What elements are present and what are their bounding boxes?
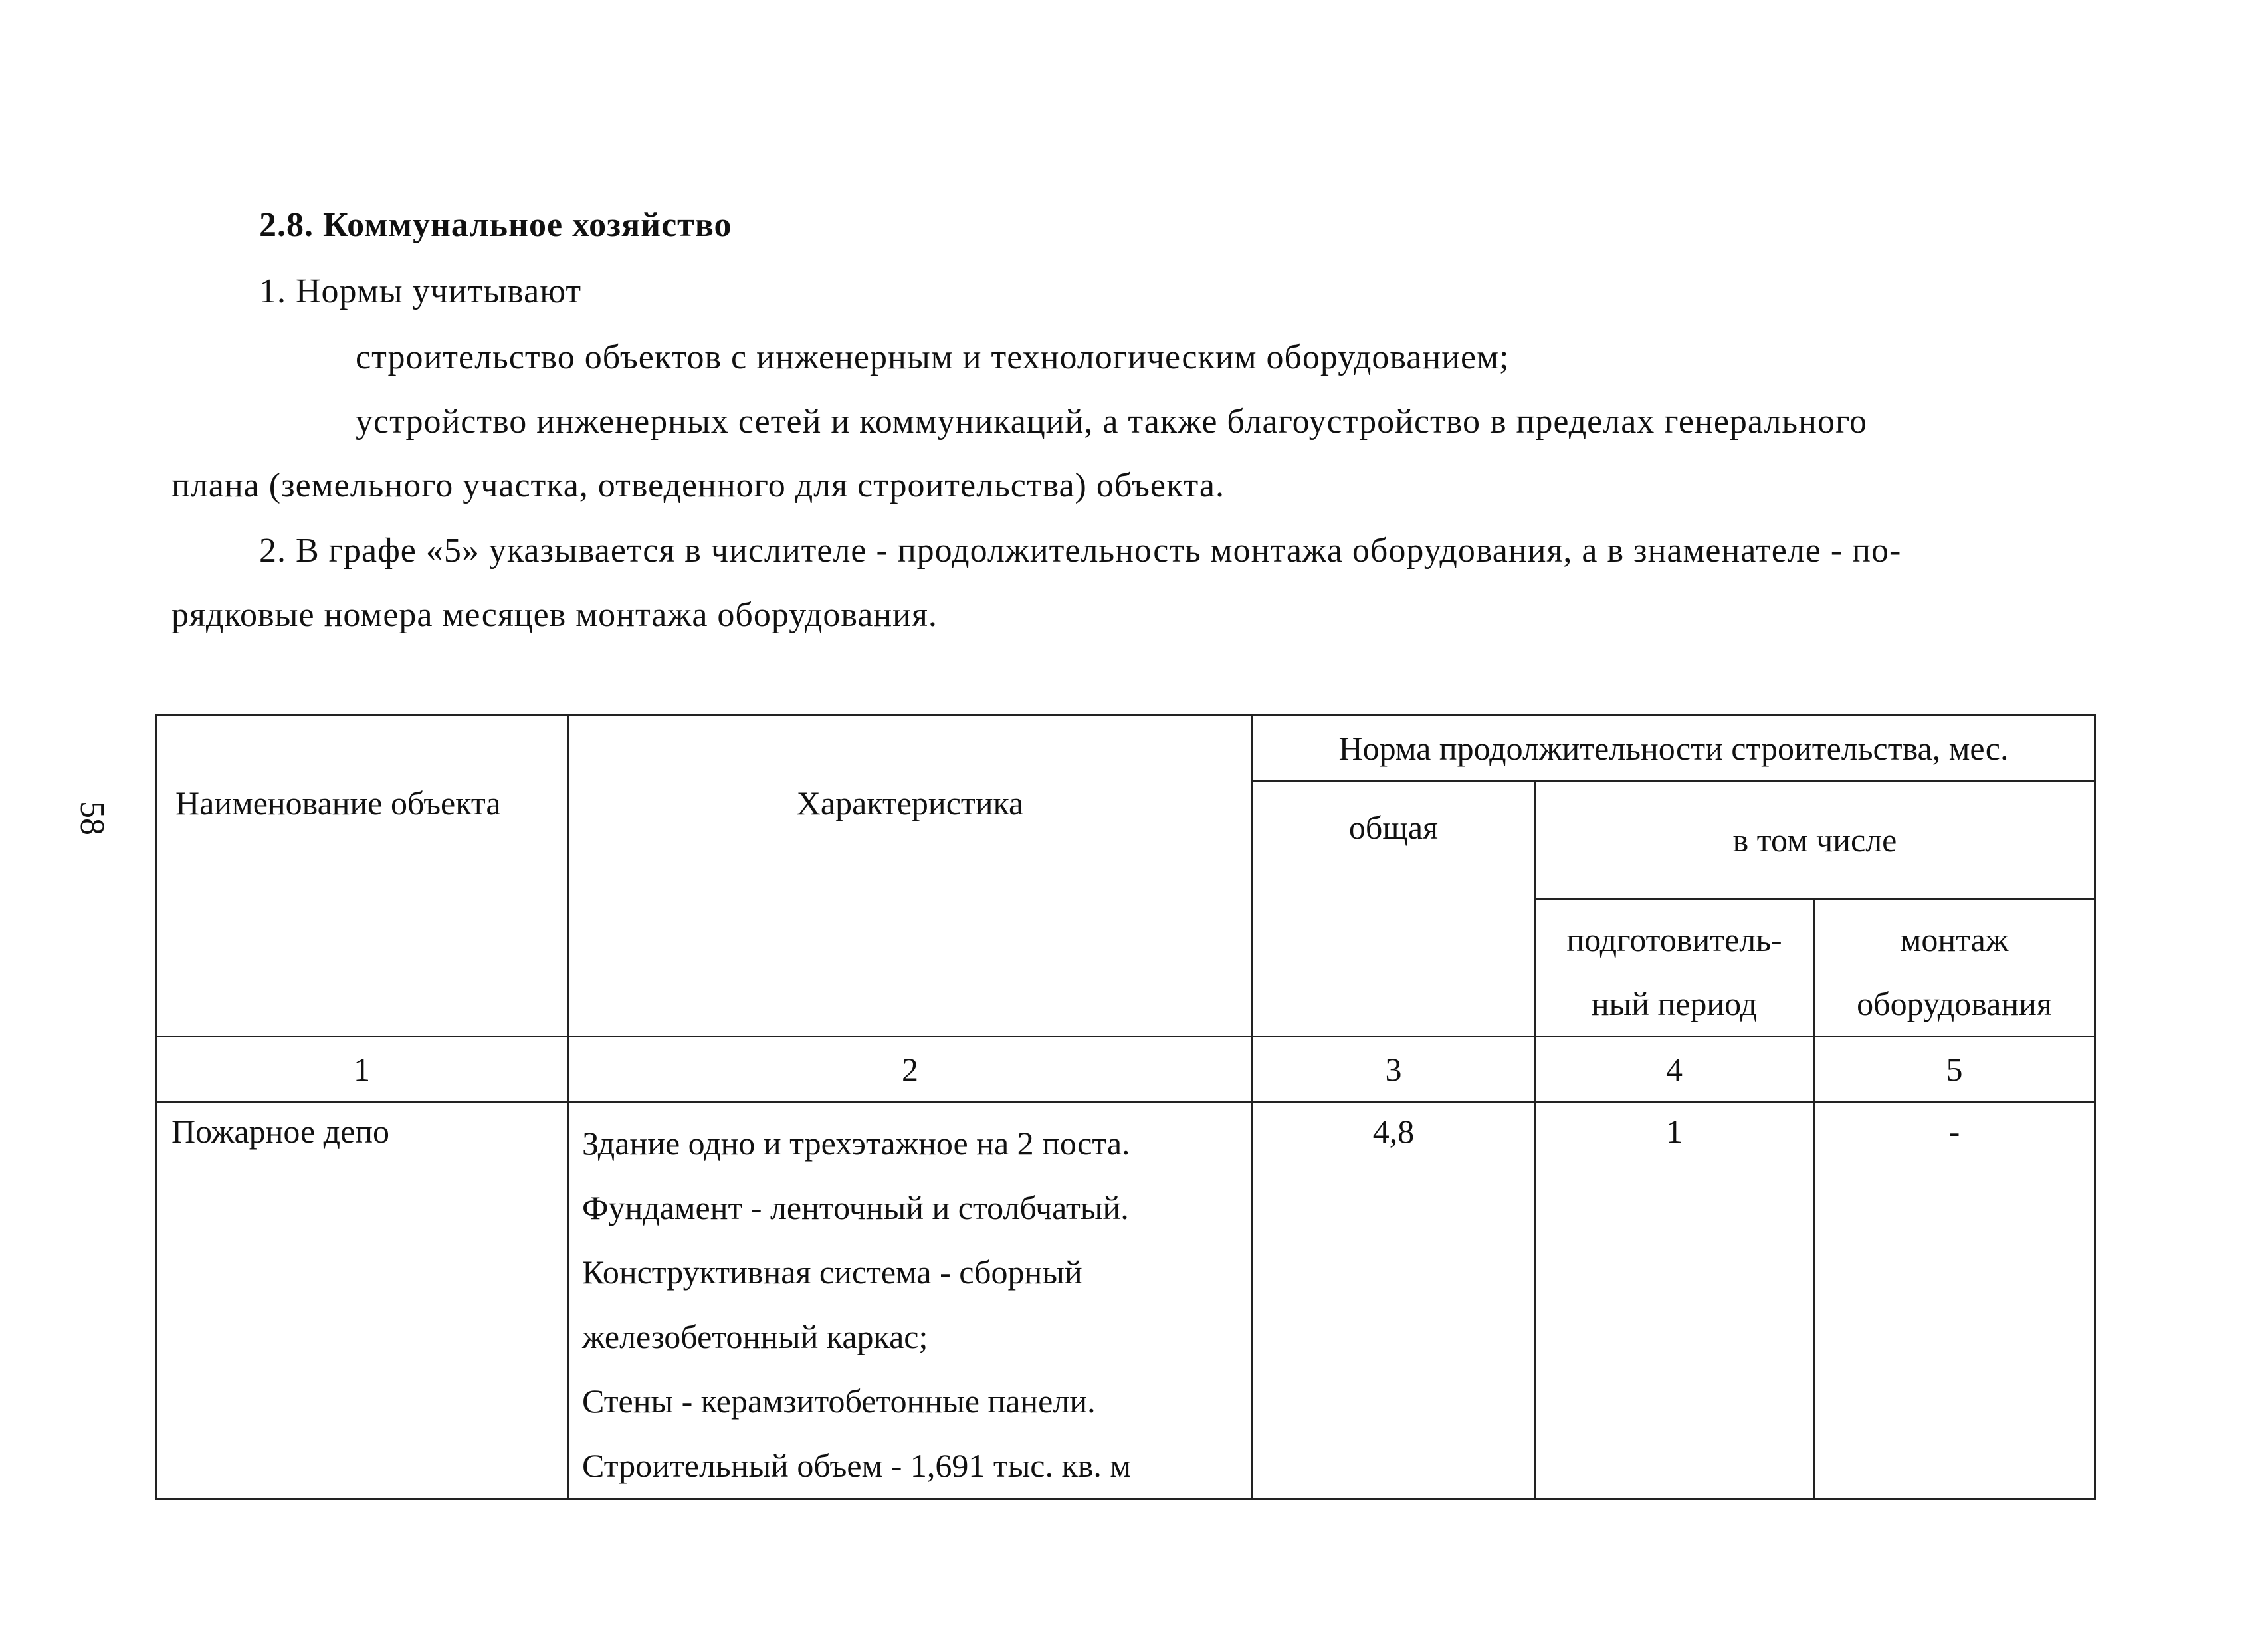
header-mounting-line2: оборудования [1857, 985, 2052, 1022]
header-characteristic: Характеристика [568, 716, 1253, 1037]
header-object-name: Наименование объекта [156, 716, 568, 1037]
table-row [156, 1103, 2095, 1499]
column-number: 5 [1814, 1037, 2095, 1103]
item1-line2: устройство инженерных сетей и коммуникаций, а также благоустройство в пределах генерального [356, 403, 1867, 441]
column-number: 2 [568, 1037, 1253, 1103]
header-mounting-line1: монтаж [1900, 921, 2009, 958]
characteristic-line: Фундамент - ленточный и столбчатый. [582, 1189, 1129, 1226]
column-number: 1 [156, 1037, 568, 1103]
table-header-row [156, 716, 2095, 782]
column-number: 4 [1535, 1037, 1814, 1103]
header-total: общая [1253, 782, 1535, 1037]
item1-intro: 1. Нормы учитывают [259, 273, 582, 310]
header-duration-norm: Норма продолжительности строительства, мес. [1253, 716, 2095, 782]
section-heading: 2.8. Коммунальное хозяйство [259, 206, 732, 244]
item2-line1: 2. В графе «5» указывается в числителе - продолжительность монтажа оборудования, а в знаменателе - по- [259, 532, 1902, 570]
header-preparatory-period [1535, 899, 1814, 1037]
equipment-mounting-cell: - [1814, 1103, 2095, 1499]
header-preparatory-line1: подготовитель- [1566, 921, 1782, 958]
header-including: в том числе [1535, 782, 2095, 899]
characteristic-cell [568, 1103, 1253, 1499]
header-preparatory-line2: ный период [1591, 985, 1758, 1022]
duration-norms-table [155, 714, 2096, 1500]
item2-line2: рядковые номера месяцев монтажа оборудования. [171, 596, 938, 634]
item1-line3: плана (земельного участка, отведенного для строительства) объекта. [171, 467, 1225, 504]
total-duration-cell: 4,8 [1253, 1103, 1535, 1499]
object-name-cell: Пожарное депо [156, 1103, 568, 1499]
column-number: 3 [1253, 1037, 1535, 1103]
item1-line1: строительство объектов с инженерным и технологическим оборудованием; [356, 338, 1510, 376]
characteristic-line: Конструктивная система - сборный [582, 1254, 1082, 1291]
characteristic-line: железобетонный каркас; [582, 1318, 928, 1355]
preparatory-period-cell: 1 [1535, 1103, 1814, 1499]
characteristic-line: Строительный объем - 1,691 тыс. кв. м [582, 1447, 1132, 1484]
page-number: 58 [73, 801, 111, 835]
characteristic-line: Стены - керамзитобетонные панели. [582, 1382, 1096, 1420]
column-number-row [156, 1037, 2095, 1103]
characteristic-line: Здание одно и трехэтажное на 2 поста. [582, 1125, 1130, 1162]
header-equipment-mounting [1814, 899, 2095, 1037]
